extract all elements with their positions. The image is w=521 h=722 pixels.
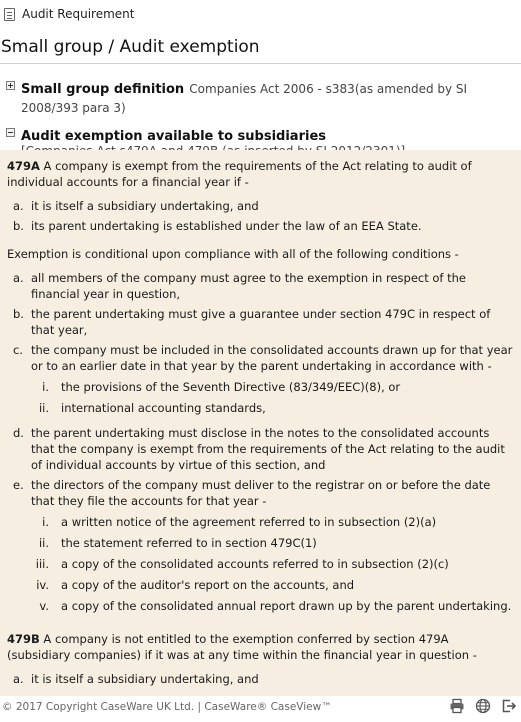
- section-content: [0, 150, 521, 696]
- section-label: 479B: [7, 632, 40, 646]
- list-text: its parent undertaking is established under the law of an EEA State.: [31, 219, 422, 233]
- list-text: a copy of the auditor's report on the accounts, and: [61, 578, 355, 592]
- sublist-item: [31, 535, 514, 551]
- window-titlebar: [0, 0, 521, 28]
- document-icon: [4, 8, 15, 21]
- section-title: Small group definition: [21, 82, 185, 97]
- list-marker: ii.: [38, 536, 49, 550]
- list-479b-conditions: [7, 671, 514, 687]
- list-text: the provisions of the Seventh Directive (83/349/EEC)(8), or: [61, 380, 401, 394]
- paragraph-text: A company is not entitled to the exemption conferred by section 479A (subsidiary companies) if it was at any time within the financial year in question -: [7, 632, 477, 662]
- list-marker: a.: [13, 199, 24, 213]
- list-text: the parent undertaking must give a guarantee under section 479C in respect of that year,: [31, 307, 491, 337]
- sublist-e: [31, 514, 514, 614]
- exit-icon[interactable]: [501, 698, 517, 714]
- paragraph-conditions-intro: Exemption is conditional upon compliance with all of the following conditions -: [7, 247, 459, 261]
- list-text: international accounting standards,: [61, 401, 266, 415]
- list-item: [7, 198, 514, 214]
- list-marker: e.: [13, 478, 24, 492]
- list-text: a written notice of the agreement referred to in subsection (2)(a): [61, 515, 437, 529]
- print-icon[interactable]: [449, 698, 465, 714]
- globe-icon[interactable]: [475, 698, 491, 714]
- list-text: it is itself a subsidiary undertaking, and: [31, 672, 259, 686]
- list-item: [7, 671, 514, 687]
- sublist-item: [31, 556, 514, 572]
- list-marker: i.: [42, 380, 49, 394]
- list-text: all members of the company must agree to the exemption in respect of the financial year in question,: [31, 271, 466, 301]
- list-479a-conditions: [7, 198, 514, 234]
- sublist-c: [31, 379, 514, 416]
- list-marker: a.: [13, 672, 24, 686]
- sublist-item: [31, 598, 514, 614]
- list-item: [7, 306, 514, 338]
- page-title: Small group / Audit exemption: [0, 28, 521, 64]
- list-text: the parent undertaking must disclose in the notes to the consolidated accounts that the company is exempt from the requirements of the Act relating to the audit of individual accounts by virtue of this section, and: [31, 426, 505, 472]
- list-text: the statement referred to in section 479C(1): [61, 536, 317, 550]
- list-text: the directors of the company must deliver to the registrar on or before the date that they file the accounts for that year -: [31, 478, 491, 508]
- copyright-text: © 2017 Copyright CaseWare UK Ltd. | CaseWare® CaseView™: [2, 701, 332, 713]
- sublist-item: [31, 400, 514, 416]
- list-marker: b.: [13, 219, 24, 233]
- sublist-item: [31, 577, 514, 593]
- section-title: Audit exemption available to subsidiaries: [21, 129, 326, 144]
- window-title: Audit Requirement: [22, 7, 135, 21]
- footer: [0, 692, 521, 722]
- section-subtitle: Companies Act 2006 - s383(as amended by SI 2008/393 para 3): [21, 82, 468, 115]
- collapse-icon[interactable]: [6, 128, 15, 137]
- list-text: a copy of the consolidated annual report drawn up by the parent undertaking.: [61, 599, 512, 613]
- paragraph-479a: [7, 158, 514, 190]
- list-marker: i.: [42, 515, 49, 529]
- section-label: 479A: [7, 159, 40, 173]
- list-text: the company must be included in the consolidated accounts drawn up for that year or to an earlier date in that year by the parent undertaking in accordance with -: [31, 343, 513, 373]
- expand-icon[interactable]: [6, 81, 15, 90]
- list-item: [7, 425, 514, 473]
- list-item: [7, 342, 514, 421]
- sublist-item: [31, 514, 514, 530]
- paragraph-479b: [7, 631, 514, 663]
- list-item: [7, 270, 514, 302]
- list-text: a copy of the consolidated accounts referred to in subsection (2)(c): [61, 557, 449, 571]
- list-item: [7, 477, 514, 619]
- list-marker: d.: [13, 426, 24, 440]
- list-text: it is itself a subsidiary undertaking, and: [31, 199, 259, 213]
- list-marker: v.: [39, 599, 49, 613]
- sublist-item: [31, 379, 514, 395]
- list-item: [7, 218, 514, 234]
- list-marker: a.: [13, 271, 24, 285]
- section-small-group-definition[interactable]: [0, 78, 521, 116]
- footer-toolbar: [449, 698, 517, 714]
- list-exemption-conditions: [7, 270, 514, 619]
- list-marker: ii.: [38, 401, 49, 415]
- paragraph-text: A company is exempt from the requirements of the Act relating to audit of individual accounts for a financial year if -: [7, 159, 472, 189]
- list-marker: c.: [13, 343, 23, 357]
- list-marker: b.: [13, 307, 24, 321]
- list-marker: iii.: [35, 557, 49, 571]
- list-marker: iv.: [36, 578, 49, 592]
